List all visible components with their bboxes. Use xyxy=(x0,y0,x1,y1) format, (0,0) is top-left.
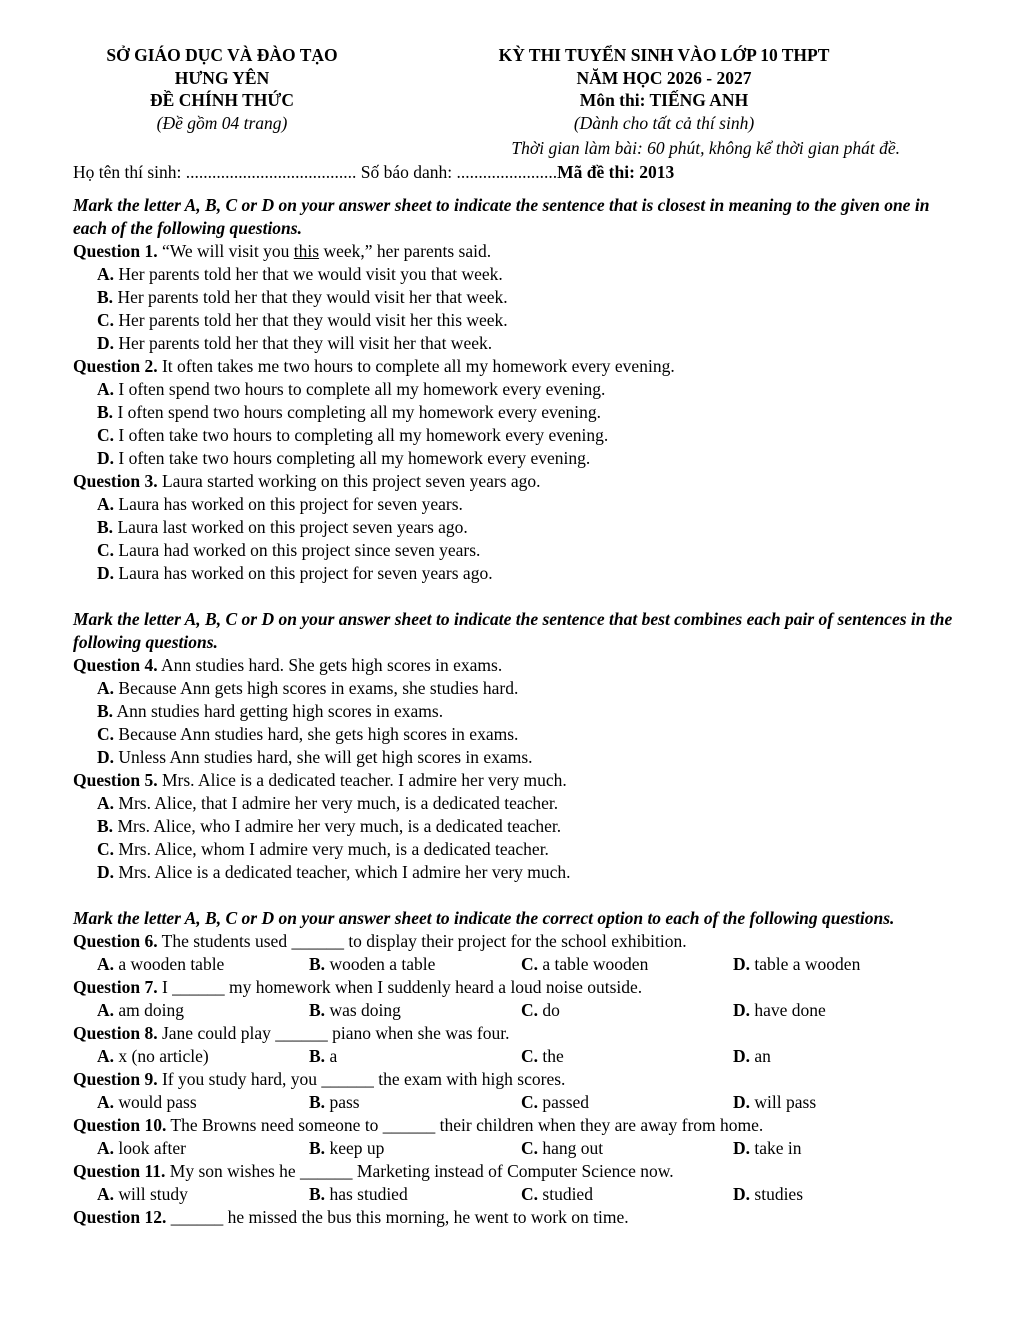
option-b xyxy=(309,1091,521,1114)
options-row xyxy=(73,1183,953,1206)
option-text: a wooden table xyxy=(118,954,225,974)
option-text: Unless Ann studies hard, she will get high scores in exams. xyxy=(118,747,533,767)
option-letter: C. xyxy=(521,1046,539,1066)
option-letter: C. xyxy=(97,839,115,859)
option-text: studied xyxy=(542,1184,593,1204)
option-text: I often take two hours completing all my homework every evening. xyxy=(118,448,591,468)
question-label: Question 10. xyxy=(73,1115,167,1135)
option-c xyxy=(521,1045,733,1068)
option-a xyxy=(73,378,953,401)
option-letter: B. xyxy=(309,1184,326,1204)
question-label: Question 1. xyxy=(73,241,158,261)
option-letter: C. xyxy=(521,1138,539,1158)
option-letter: D. xyxy=(733,1184,751,1204)
option-b xyxy=(73,815,953,838)
option-letter: A. xyxy=(97,678,115,698)
option-text: Her parents told her that we would visit you that week. xyxy=(118,264,503,284)
official-label: ĐỀ CHÍNH THỨC xyxy=(150,90,294,110)
spacer xyxy=(73,585,953,608)
option-text: Because Ann studies hard, she gets high scores in exams. xyxy=(118,724,519,744)
option-d xyxy=(73,746,953,769)
option-d xyxy=(73,861,953,884)
question-5 xyxy=(73,769,953,792)
option-letter: D. xyxy=(733,954,751,974)
option-text: have done xyxy=(754,1000,826,1020)
option-d xyxy=(73,447,953,470)
option-b xyxy=(73,700,953,723)
option-letter: B. xyxy=(309,954,326,974)
audience: (Dành cho tất cả thí sinh) xyxy=(573,112,755,133)
option-text: Laura has worked on this project for seven years. xyxy=(118,494,463,514)
question-label: Question 7. xyxy=(73,977,158,997)
option-text: studies xyxy=(754,1184,804,1204)
option-text: x (no article) xyxy=(118,1046,209,1066)
question-1 xyxy=(73,240,953,263)
question-stem-end: week,” her parents said. xyxy=(319,241,492,261)
option-letter: B. xyxy=(97,701,114,721)
option-c xyxy=(73,424,953,447)
question-label: Question 3. xyxy=(73,471,158,491)
question-2 xyxy=(73,355,953,378)
question-stem: The students used ______ to display their project for the school exhibition. xyxy=(157,931,687,951)
spacer xyxy=(73,884,953,907)
option-letter: A. xyxy=(97,954,115,974)
option-text: Mrs. Alice is a dedicated teacher, which I admire her very much. xyxy=(118,862,571,882)
option-a xyxy=(73,263,953,286)
question-6 xyxy=(73,930,953,953)
question-7 xyxy=(73,976,953,999)
option-c xyxy=(73,309,953,332)
question-stem: “We will visit you xyxy=(157,241,294,261)
option-letter: C. xyxy=(521,1184,539,1204)
option-letter: B. xyxy=(97,402,114,422)
option-letter: B. xyxy=(97,287,114,307)
option-text: Her parents told her that they would visit her this week. xyxy=(118,310,508,330)
option-letter: C. xyxy=(97,540,115,560)
question-label: Question 12. xyxy=(73,1207,167,1227)
exam-content xyxy=(73,194,953,1229)
question-10 xyxy=(73,1114,953,1137)
option-letter: D. xyxy=(97,563,115,583)
underlined-word: this xyxy=(293,241,320,261)
option-text: Mrs. Alice, who I admire her very much, is a dedicated teacher. xyxy=(117,816,562,836)
option-letter: B. xyxy=(97,517,114,537)
option-b xyxy=(309,1183,521,1206)
option-b xyxy=(73,286,953,309)
option-letter: A. xyxy=(97,1092,115,1112)
option-text: Ann studies hard getting high scores in exams. xyxy=(116,701,444,721)
question-8 xyxy=(73,1022,953,1045)
option-a xyxy=(97,953,309,976)
option-letter: D. xyxy=(97,448,115,468)
option-text: Her parents told her that they would visit her that week. xyxy=(117,287,508,307)
option-letter: C. xyxy=(97,310,115,330)
section-instruction: Mark the letter A, B, C or D on your answer sheet to indicate the sentence that best combines each pair of sentences in the following questions. xyxy=(73,609,953,652)
option-text: hang out xyxy=(542,1138,604,1158)
option-letter: C. xyxy=(521,1092,539,1112)
option-letter: D. xyxy=(733,1046,751,1066)
option-c xyxy=(521,1183,733,1206)
subject: Môn thi: TIẾNG ANH xyxy=(579,90,749,110)
options-row xyxy=(73,999,953,1022)
option-text: Laura has worked on this project for seven years ago. xyxy=(118,563,493,583)
option-letter: B. xyxy=(309,1046,326,1066)
department-name: SỞ GIÁO DỤC VÀ ĐÀO TẠO xyxy=(106,45,338,65)
question-stem: Jane could play ______ piano when she was four. xyxy=(157,1023,510,1043)
option-text: I often spend two hours completing all my homework every evening. xyxy=(117,402,602,422)
option-text: take in xyxy=(754,1138,802,1158)
question-stem: It often takes me two hours to complete all my homework every evening. xyxy=(157,356,675,376)
option-letter: A. xyxy=(97,1000,115,1020)
question-label: Question 8. xyxy=(73,1023,158,1043)
question-label: Question 5. xyxy=(73,770,158,790)
option-c xyxy=(521,1091,733,1114)
option-text: will study xyxy=(118,1184,188,1204)
option-text: Laura last worked on this project seven years ago. xyxy=(117,517,468,537)
question-3 xyxy=(73,470,953,493)
option-letter: A. xyxy=(97,494,115,514)
option-a xyxy=(73,493,953,516)
option-text: do xyxy=(542,1000,560,1020)
option-c xyxy=(73,723,953,746)
question-stem: The Browns need someone to ______ their children when they are away from home. xyxy=(166,1115,764,1135)
option-letter: A. xyxy=(97,1138,115,1158)
option-text: keep up xyxy=(329,1138,385,1158)
option-letter: D. xyxy=(97,862,115,882)
options-row xyxy=(73,1091,953,1114)
option-text: Mrs. Alice, that I admire her very much, is a dedicated teacher. xyxy=(118,793,559,813)
options-row xyxy=(73,953,953,976)
option-text: I often take two hours to completing all my homework every evening. xyxy=(118,425,609,445)
option-letter: A. xyxy=(97,1046,115,1066)
option-text: would pass xyxy=(118,1092,197,1112)
question-4 xyxy=(73,654,953,677)
option-letter: D. xyxy=(97,333,115,353)
question-label: Question 2. xyxy=(73,356,158,376)
section-instruction: Mark the letter A, B, C or D on your answer sheet to indicate the correct option to each of the following questions. xyxy=(73,908,895,928)
option-text: a table wooden xyxy=(542,954,649,974)
option-text: am doing xyxy=(118,1000,185,1020)
option-text: wooden a table xyxy=(329,954,436,974)
option-d xyxy=(733,999,945,1022)
option-text: look after xyxy=(118,1138,186,1158)
option-a xyxy=(97,1183,309,1206)
question-12 xyxy=(73,1206,953,1229)
option-a xyxy=(97,1091,309,1114)
option-letter: A. xyxy=(97,793,115,813)
question-stem: Ann studies hard. She gets high scores in exams. xyxy=(157,655,503,675)
option-a xyxy=(97,999,309,1022)
option-text: the xyxy=(542,1046,564,1066)
option-letter: B. xyxy=(309,1000,326,1020)
option-d xyxy=(733,1045,945,1068)
option-c xyxy=(521,999,733,1022)
option-text: I often spend two hours to complete all my homework every evening. xyxy=(118,379,606,399)
question-stem: My son wishes he ______ Marketing instead of Computer Science now. xyxy=(165,1161,674,1181)
question-stem: I ______ my homework when I suddenly heard a loud noise outside. xyxy=(157,977,643,997)
option-text: will pass xyxy=(754,1092,817,1112)
option-a xyxy=(73,677,953,700)
question-stem: If you study hard, you ______ the exam with high scores. xyxy=(157,1069,566,1089)
option-d xyxy=(733,1137,945,1160)
option-d xyxy=(733,953,945,976)
question-label: Question 9. xyxy=(73,1069,158,1089)
options-row xyxy=(73,1137,953,1160)
question-11 xyxy=(73,1160,953,1183)
option-d xyxy=(73,332,953,355)
question-label: Question 6. xyxy=(73,931,158,951)
question-stem: Laura started working on this project seven years ago. xyxy=(157,471,541,491)
option-letter: A. xyxy=(97,379,115,399)
time-limit: Thời gian làm bài: 60 phút, không kể thời gian phát đề. xyxy=(511,138,900,158)
option-d xyxy=(733,1091,945,1114)
option-b xyxy=(309,1045,521,1068)
candidate-line xyxy=(73,162,674,183)
header-right xyxy=(458,44,870,134)
option-text: table a wooden xyxy=(754,954,861,974)
option-text: Mrs. Alice, whom I admire very much, is a dedicated teacher. xyxy=(118,839,549,859)
option-letter: A. xyxy=(97,1184,115,1204)
option-text: Her parents told her that they will visit her that week. xyxy=(118,333,493,353)
exam-title: KỲ THI TUYỂN SINH VÀO LỚP 10 THPT xyxy=(498,45,830,65)
option-text: Because Ann gets high scores in exams, she studies hard. xyxy=(118,678,519,698)
question-9 xyxy=(73,1068,953,1091)
page-count: (Đề gồm 04 trang) xyxy=(156,112,288,133)
option-letter: A. xyxy=(97,264,115,284)
option-d xyxy=(733,1183,945,1206)
option-letter: D. xyxy=(733,1092,751,1112)
option-text: an xyxy=(754,1046,771,1066)
school-year: NĂM HỌC 2026 - 2027 xyxy=(576,67,752,88)
option-text: passed xyxy=(542,1092,590,1112)
option-letter: D. xyxy=(733,1000,751,1020)
option-text: pass xyxy=(329,1092,360,1112)
option-letter: B. xyxy=(309,1092,326,1112)
question-stem: ______ he missed the bus this morning, he went to work on time. xyxy=(166,1207,629,1227)
candidate-fields: Họ tên thí sinh: ....................................... Số báo danh: ....................... xyxy=(73,162,558,182)
province-name: HƯNG YÊN xyxy=(174,67,270,88)
option-a xyxy=(97,1045,309,1068)
option-letter: B. xyxy=(97,816,114,836)
option-letter: C. xyxy=(97,724,115,744)
option-d xyxy=(73,562,953,585)
option-c xyxy=(73,539,953,562)
option-letter: D. xyxy=(733,1138,751,1158)
option-letter: C. xyxy=(521,1000,539,1020)
option-c xyxy=(521,1137,733,1160)
option-text: was doing xyxy=(329,1000,401,1020)
question-label: Question 11. xyxy=(73,1161,166,1181)
question-stem: Mrs. Alice is a dedicated teacher. I admire her very much. xyxy=(157,770,567,790)
option-b xyxy=(73,401,953,424)
exam-code: Mã đề thi: 2013 xyxy=(557,162,675,182)
header-left xyxy=(62,44,382,134)
question-label: Question 4. xyxy=(73,655,158,675)
option-c xyxy=(521,953,733,976)
option-letter: B. xyxy=(309,1138,326,1158)
option-text: has studied xyxy=(329,1184,408,1204)
option-a xyxy=(97,1137,309,1160)
option-b xyxy=(309,1137,521,1160)
option-b xyxy=(73,516,953,539)
option-c xyxy=(73,838,953,861)
option-b xyxy=(309,999,521,1022)
options-row xyxy=(73,1045,953,1068)
option-letter: D. xyxy=(97,747,115,767)
option-letter: C. xyxy=(521,954,539,974)
option-text: Laura had worked on this project since seven years. xyxy=(118,540,481,560)
option-a xyxy=(73,792,953,815)
option-letter: C. xyxy=(97,425,115,445)
section-instruction: Mark the letter A, B, C or D on your answer sheet to indicate the sentence that is closest in meaning to the given one in each of the following questions. xyxy=(73,195,930,238)
option-text: a xyxy=(329,1046,338,1066)
option-b xyxy=(309,953,521,976)
